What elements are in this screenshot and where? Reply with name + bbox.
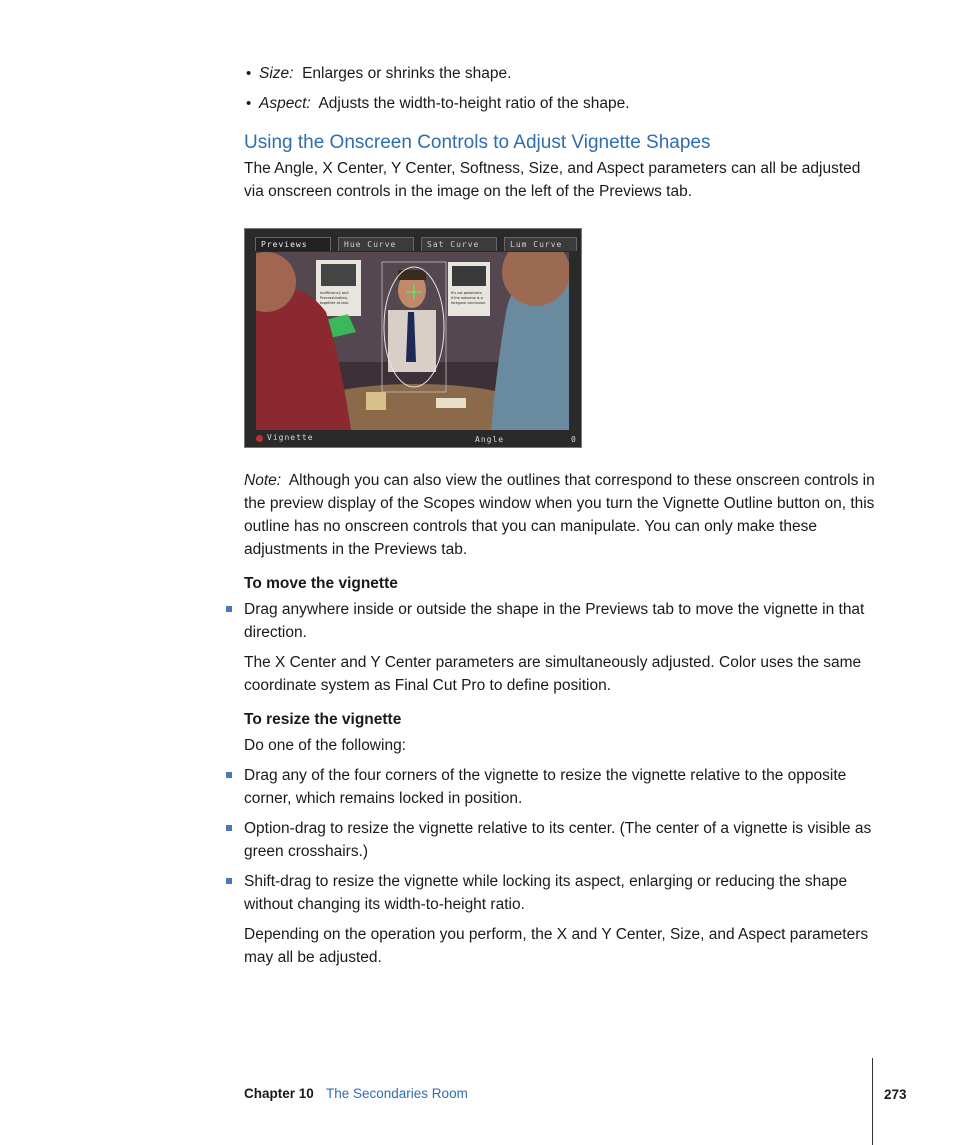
- step-bullet-icon: [226, 878, 232, 884]
- status-angle-label: Angle: [475, 435, 505, 444]
- tab-lum-curve[interactable]: Lum Curve: [504, 237, 577, 251]
- footer-chapter: Chapter 10: [244, 1086, 314, 1101]
- resize-lead: Do one of the following:: [244, 737, 406, 754]
- tab-sat-curve[interactable]: Sat Curve: [421, 237, 497, 251]
- resize-step-2: Option-drag to resize the vignette relative to its center. (The center of a vignette is visible as green crosshairs.): [244, 820, 872, 860]
- section-heading: Using the Onscreen Controls to Adjust Vignette Shapes: [244, 132, 711, 153]
- move-heading: To move the vignette: [244, 575, 398, 592]
- move-step: Drag anywhere inside or outside the shape in the Previews tab to move the vignette in that direction.: [244, 601, 865, 641]
- preview-scene: [256, 252, 569, 430]
- preview-image[interactable]: [256, 252, 569, 430]
- status-bar: [253, 433, 577, 445]
- tab-strip: [253, 237, 577, 251]
- page-number: 273: [884, 1087, 907, 1102]
- move-followup: The X Center and Y Center parameters are simultaneously adjusted. Color uses the same coordinate system as Final Cut Pro to define position.: [244, 654, 862, 694]
- status-angle-value: 0: [571, 435, 577, 444]
- bullet-term: Aspect:: [259, 95, 311, 112]
- bullet-dot: •: [246, 95, 252, 112]
- note-label: Note:: [244, 472, 282, 489]
- vignette-toggle-icon[interactable]: [256, 435, 263, 442]
- footer-chapter-title[interactable]: The Secondaries Room: [326, 1086, 468, 1101]
- poster-left-text: Inefficiency and Procrastination, together at last.: [320, 291, 349, 305]
- previews-screenshot: [244, 228, 582, 448]
- resize-heading: To resize the vignette: [244, 711, 402, 728]
- tab-previews[interactable]: Previews: [255, 237, 331, 251]
- resize-step-3: Shift-drag to resize the vignette while locking its aspect, enlarging or reducing the shape without changing its width-to-height ratio.: [244, 873, 848, 913]
- bullet-text: Enlarges or shrinks the shape.: [302, 65, 512, 82]
- status-vignette-label: Vignette: [267, 433, 314, 442]
- bullet-text: Adjusts the width-to-height ratio of the shape.: [318, 95, 630, 112]
- step-bullet-icon: [226, 606, 232, 612]
- note-paragraph: [244, 469, 876, 561]
- resize-followup: Depending on the operation you perform, the X and Y Center, Size, and Aspect parameters may all be adjusted.: [244, 926, 869, 966]
- bullet-dot: •: [246, 65, 252, 82]
- resize-step-1: Drag any of the four corners of the vignette to resize the vignette relative to the opposite corner, which remains locked in position.: [244, 767, 847, 807]
- bullet-item-size: [259, 62, 511, 85]
- step-bullet-icon: [226, 772, 232, 778]
- step-bullet-icon: [226, 825, 232, 831]
- bullet-item-aspect: [259, 92, 630, 115]
- tab-hue-curve[interactable]: Hue Curve: [338, 237, 414, 251]
- bullet-term: Size:: [259, 65, 294, 82]
- note-text: Although you can also view the outlines that correspond to these onscreen controls in the preview display of the Scopes window when you turn the Vignette Outline button on, this outline has no onscreen controls that you can manipulate. You can only make these adjustments in the Previews tab.: [244, 472, 875, 558]
- footer-divider: [872, 1058, 873, 1145]
- intro-paragraph: The Angle, X Center, Y Center, Softness, Size, and Aspect parameters can all be adjusted via onscreen controls in the image on the left of the Previews tab.: [244, 160, 861, 200]
- poster-right-text: It's not pessimism if the outcome is a foregone conclusion.: [451, 291, 487, 305]
